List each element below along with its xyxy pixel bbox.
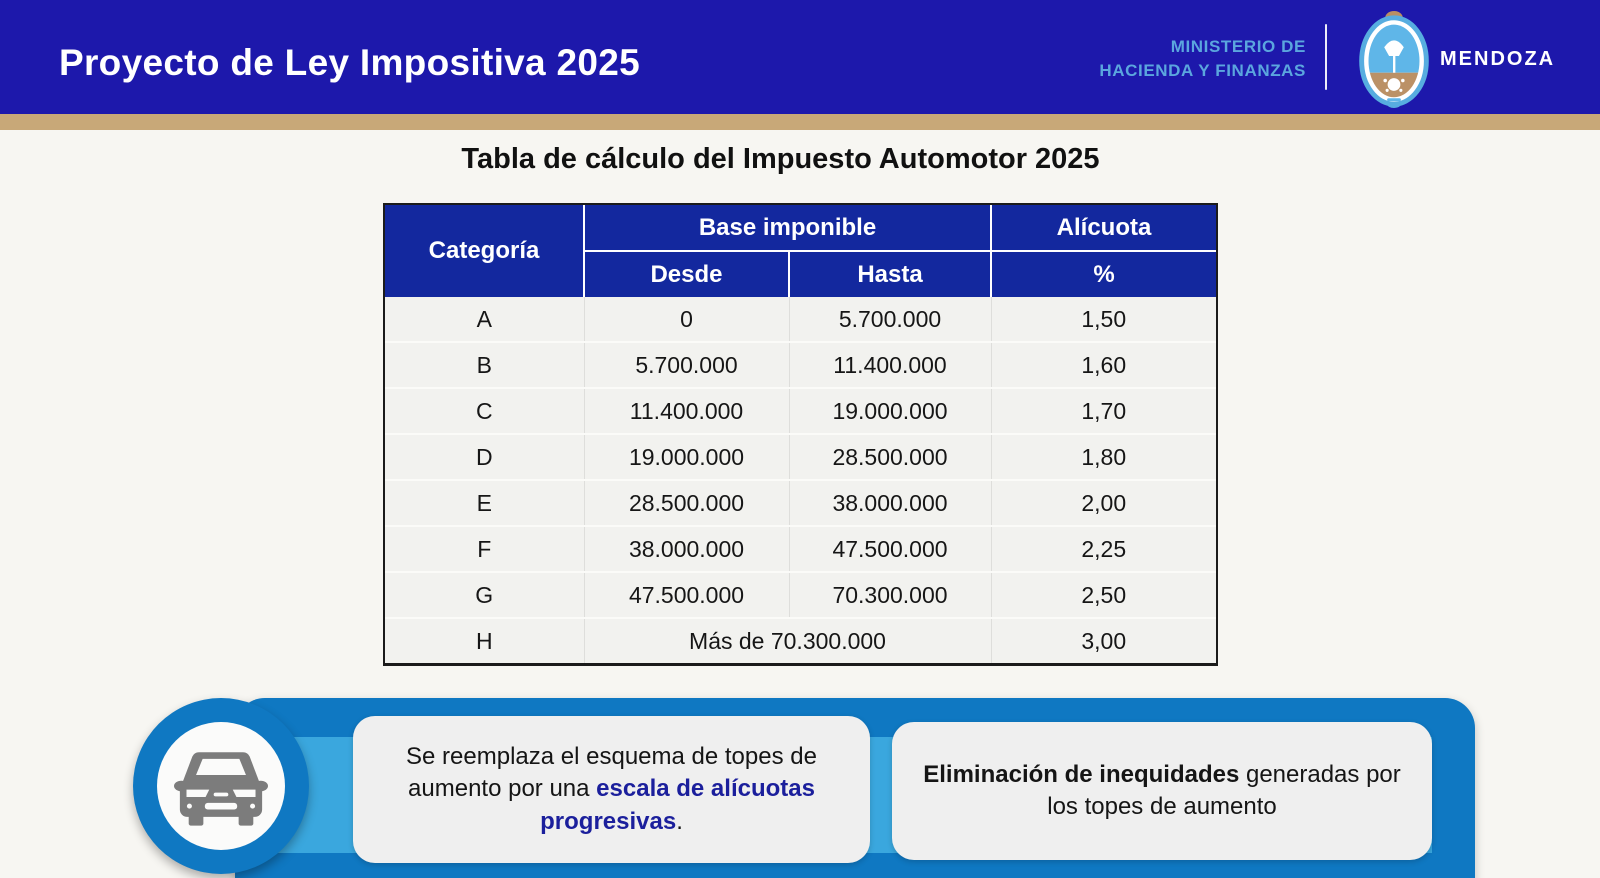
desde-cell: 38.000.000 <box>584 526 789 572</box>
category-cell: G <box>385 572 584 618</box>
table-row <box>385 342 1216 388</box>
hasta-cell: 38.000.000 <box>789 480 991 526</box>
table-row <box>385 572 1216 618</box>
hasta-cell: 28.500.000 <box>789 434 991 480</box>
alicuota-cell: 1,60 <box>991 342 1216 388</box>
accent-strip <box>0 114 1600 130</box>
desde-cell: 47.500.000 <box>584 572 789 618</box>
note-right-text <box>920 759 1404 824</box>
col-header-alicuota: Alícuota <box>991 205 1216 251</box>
category-cell: C <box>385 388 584 434</box>
alicuota-cell: 2,25 <box>991 526 1216 572</box>
car-badge-inner <box>157 722 285 850</box>
desde-cell: 5.700.000 <box>584 342 789 388</box>
hasta-cell: 5.700.000 <box>789 297 991 342</box>
note-right-rest: generadas por los topes de aumento <box>1047 760 1401 820</box>
alicuota-cell: 3,00 <box>991 618 1216 663</box>
category-cell: D <box>385 434 584 480</box>
ministry-label <box>1099 35 1306 83</box>
desde-cell: 11.400.000 <box>584 388 789 434</box>
note-right-bold: Eliminación de inequidades <box>923 760 1240 788</box>
car-badge <box>133 698 309 874</box>
col-header-categoria: Categoría <box>385 205 584 297</box>
range-cell: Más de 70.300.000 <box>584 618 991 663</box>
ministry-line1: MINISTERIO DE <box>1170 37 1306 56</box>
note-left-start: Se reemplaza el esquema de topes de aumento por una <box>406 742 817 803</box>
hasta-cell: 11.400.000 <box>789 342 991 388</box>
col-header-desde: Desde <box>584 251 789 297</box>
col-header-hasta: Hasta <box>789 251 991 297</box>
note-card-right <box>892 722 1432 860</box>
mendoza-coat-of-arms-icon <box>1356 8 1432 108</box>
table-row <box>385 297 1216 342</box>
alicuota-cell: 1,50 <box>991 297 1216 342</box>
ministry-line2: HACIENDA Y FINANZAS <box>1099 60 1306 80</box>
header-divider <box>1325 24 1327 90</box>
col-header-percent: % <box>991 251 1216 297</box>
col-header-base-imponible: Base imponible <box>584 205 991 251</box>
note-left-text <box>377 741 846 838</box>
table-row <box>385 480 1216 526</box>
note-card-left <box>353 716 870 863</box>
hasta-cell: 47.500.000 <box>789 526 991 572</box>
alicuota-cell: 1,80 <box>991 434 1216 480</box>
category-cell: B <box>385 342 584 388</box>
note-left-end: . <box>676 807 683 835</box>
tax-table <box>383 203 1218 666</box>
table-row <box>385 434 1216 480</box>
desde-cell: 0 <box>584 297 789 342</box>
hasta-cell: 70.300.000 <box>789 572 991 618</box>
table-row <box>385 526 1216 572</box>
category-cell: H <box>385 618 584 663</box>
category-cell: F <box>385 526 584 572</box>
table-title: Tabla de cálculo del Impuesto Automotor 2025 <box>461 143 1100 175</box>
table-row <box>385 618 1216 663</box>
header-bar <box>0 0 1600 114</box>
alicuota-cell: 1,70 <box>991 388 1216 434</box>
hasta-cell: 19.000.000 <box>789 388 991 434</box>
table-row <box>385 388 1216 434</box>
note-left-highlight: escala de alícuotas progresivas <box>540 775 815 835</box>
page-title: Proyecto de Ley Impositiva 2025 <box>59 42 640 83</box>
category-cell: E <box>385 480 584 526</box>
alicuota-cell: 2,50 <box>991 572 1216 618</box>
desde-cell: 28.500.000 <box>584 480 789 526</box>
category-cell: A <box>385 297 584 342</box>
car-icon <box>174 746 268 826</box>
brand-name: MENDOZA <box>1440 48 1556 70</box>
desde-cell: 19.000.000 <box>584 434 789 480</box>
alicuota-cell: 2,00 <box>991 480 1216 526</box>
